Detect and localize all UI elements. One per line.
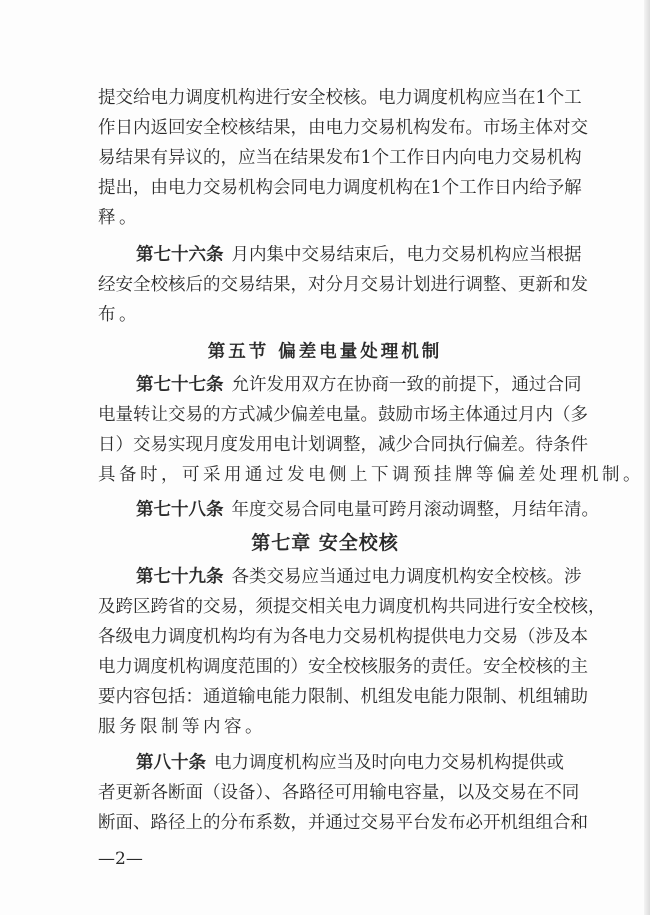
text-line: 要内容包括：通道输电能力限制、机组发电能力限制、机组辅助 bbox=[98, 687, 588, 707]
text-line: 日）交易实现月度发用电计划调整，减少合同执行偏差。待条件 bbox=[98, 435, 588, 455]
text-line: 具备时，可采用通过发电侧上下调预挂牌等偏差处理机制。 bbox=[98, 465, 644, 485]
article-number: 第七十八条 bbox=[136, 500, 224, 520]
text-line: 电力调度机构调度范围的）安全校核服务的责任。安全校核的主 bbox=[98, 657, 588, 677]
text-line: 释。 bbox=[98, 208, 140, 228]
text-line: 服务限制等内容。 bbox=[98, 717, 266, 737]
article-77 bbox=[136, 373, 582, 397]
text-line: 易结果有异议的，应当在结果发布1个工作日内向电力交易机构 bbox=[98, 148, 582, 168]
article-number: 第七十九条 bbox=[136, 567, 224, 587]
article-text: 月内集中交易结束后，电力交易机构应当根据 bbox=[231, 245, 582, 265]
article-text: 电力调度机构应当及时向电力交易机构提供或 bbox=[214, 753, 564, 773]
section-heading: 第五节 偏差电量处理机制 bbox=[207, 342, 443, 362]
text-line: 者更新各断面（设备）、各路径可用输电容量，以及交易在不同 bbox=[98, 783, 580, 803]
article-text: 各类交易应当通过电力调度机构安全校核。涉 bbox=[231, 567, 582, 587]
article-text: 允许发用双方在协商一致的前提下，通过合同 bbox=[231, 375, 582, 395]
text-line: 各级电力调度机构均有为各电力交易机构提供电力交易（涉及本 bbox=[98, 627, 588, 647]
chapter-heading: 第七章 安全校核 bbox=[251, 532, 399, 554]
text-line: 电量转让交易的方式减少偏差电量。鼓励市场主体通过月内（多 bbox=[98, 405, 588, 425]
page-number: —2— bbox=[98, 849, 143, 869]
text-line: 断面、路径上的分布系数，并通过交易平台发布必开机组组合和 bbox=[98, 813, 588, 833]
article-number: 第七十七条 bbox=[136, 375, 224, 395]
text-line: 提出，由电力交易机构会同电力调度机构在1个工作日内给予解 bbox=[98, 178, 582, 198]
article-text: 年度交易合同电量可跨月滚动调整，月结年清。 bbox=[231, 500, 599, 520]
text-line: 经安全校核后的交易结果，对分月交易计划进行调整、更新和发 bbox=[98, 275, 588, 295]
text-line: 作日内返回安全校核结果，由电力交易机构发布。市场主体对交 bbox=[98, 118, 588, 138]
article-number: 第七十六条 bbox=[136, 245, 224, 265]
article-78 bbox=[136, 498, 599, 522]
text-line: 及跨区跨省的交易，须提交相关电力调度机构共同进行安全校核， bbox=[98, 597, 606, 617]
page-edge-shadow bbox=[644, 0, 650, 915]
article-number: 第八十条 bbox=[136, 753, 206, 773]
text-line: 提交给电力调度机构进行安全校核。电力调度机构应当在1个工 bbox=[98, 88, 582, 108]
article-80 bbox=[136, 751, 564, 775]
article-76 bbox=[136, 243, 582, 267]
text-line: 布。 bbox=[98, 305, 140, 325]
article-79 bbox=[136, 565, 582, 589]
